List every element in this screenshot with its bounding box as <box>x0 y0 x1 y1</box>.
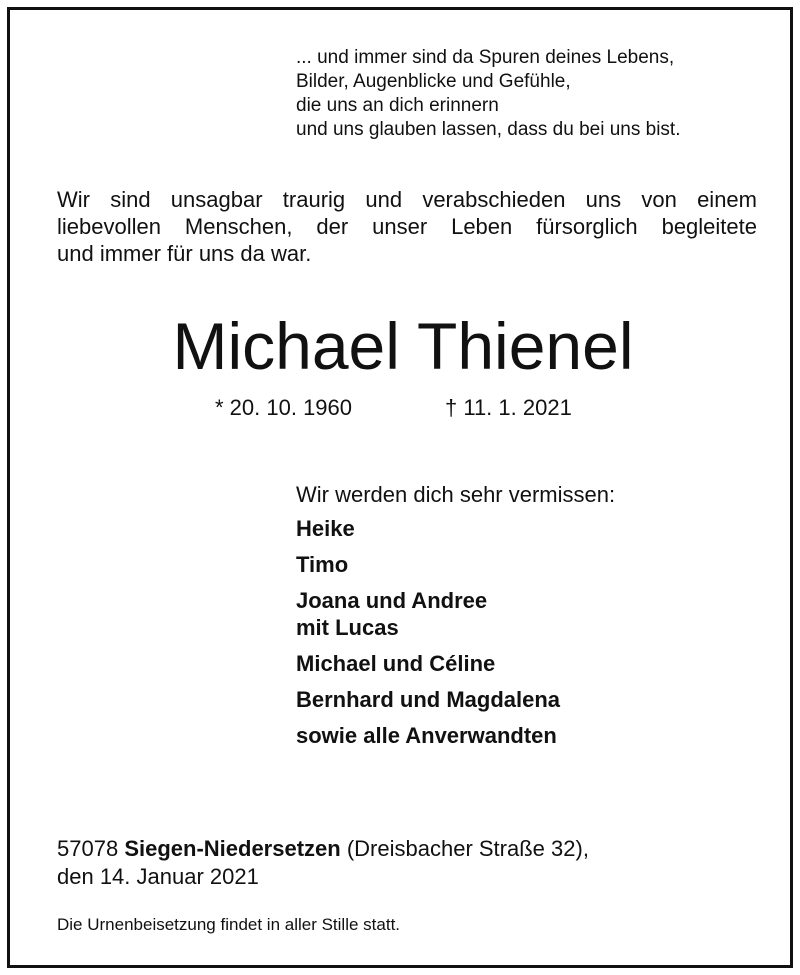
farewell-line: liebevollen Menschen, der unser Leben fürsorglich begleitete <box>57 214 757 239</box>
farewell-line: Wir sind unsagbar traurig und verabschieden uns von einem <box>57 187 757 212</box>
farewell-paragraph <box>57 186 757 267</box>
city-name: Siegen-Niedersetzen <box>124 836 341 861</box>
mourner-name: mit Lucas <box>296 615 399 640</box>
poem-line: die uns an dich erinnern <box>296 95 499 116</box>
mourner-entry <box>296 587 756 641</box>
birth-date: * 20. 10. 1960 <box>215 395 353 420</box>
postal-code: 57078 <box>57 836 119 861</box>
mourners-list <box>296 480 756 758</box>
address-block <box>57 835 589 891</box>
obituary-notice <box>7 7 793 968</box>
mourner-name: Heike <box>296 516 355 541</box>
mourner-entry <box>296 722 756 749</box>
deceased-name: Michael Thienel <box>172 309 634 383</box>
address-line <box>57 835 589 863</box>
poem-line: ... und immer sind da Spuren deines Lebens, <box>296 47 675 68</box>
mourner-name: Joana und Andree <box>296 588 488 613</box>
mourner-name: Michael und Céline <box>296 651 496 676</box>
mourners-heading: Wir werden dich sehr vermissen: <box>296 482 616 507</box>
poem-line: Bilder, Augenblicke und Gefühle, <box>296 71 571 92</box>
death-date: † 11. 1. 2021 <box>445 395 572 420</box>
mourner-entry <box>296 686 756 713</box>
mourner-entry <box>296 650 756 677</box>
mourner-name: sowie alle Anverwandten <box>296 723 557 748</box>
date-line: den 14. Januar 2021 <box>57 864 259 889</box>
mourner-name: Bernhard und Magdalena <box>296 687 561 712</box>
burial-note: Die Urnenbeisetzung findet in aller Stille statt. <box>57 915 401 934</box>
mourner-entry <box>296 515 756 542</box>
mourner-name: Timo <box>296 552 349 577</box>
mourner-entry <box>296 551 756 578</box>
farewell-line: und immer für uns da war. <box>57 241 312 266</box>
memorial-poem <box>296 46 766 142</box>
poem-line: und uns glauben lassen, dass du bei uns bist. <box>296 119 681 140</box>
street-address: (Dreisbacher Straße 32), <box>346 836 589 861</box>
